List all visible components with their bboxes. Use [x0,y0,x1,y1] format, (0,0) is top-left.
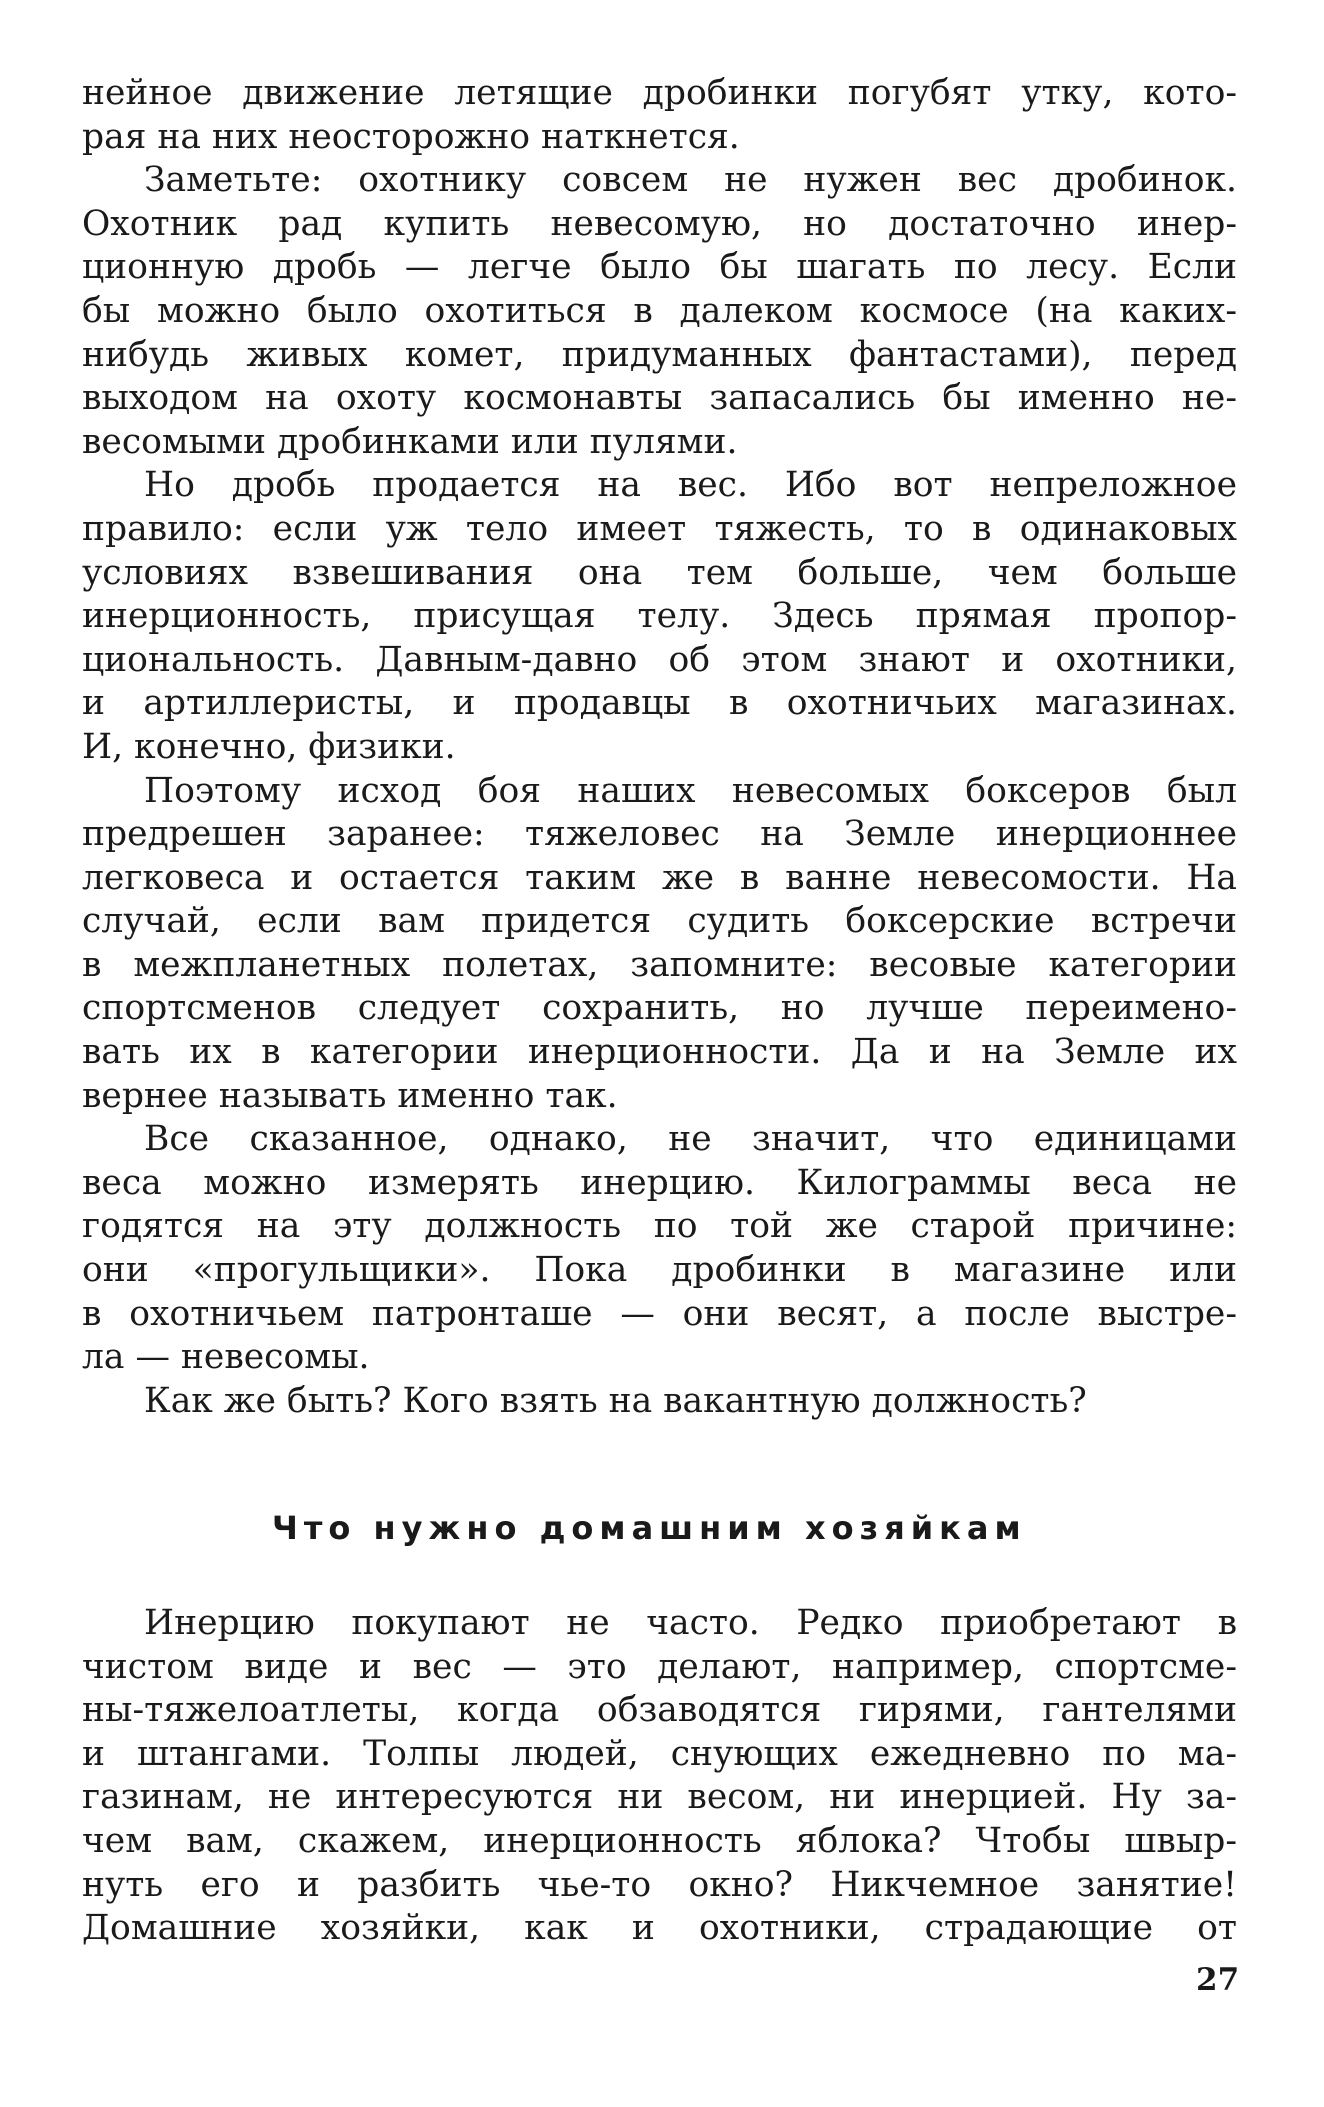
text-line: в охотничьем патронташе — они весят, а после выстре- [82,1293,1237,1334]
text-line: Поэтому исход боя наших невесомых боксеров был [144,770,1237,811]
text-line: нейное движение летящие дробинки погубят утку, кото- [82,73,1237,113]
section-heading: Что нужно домашним хозяйкам [272,1509,1027,1547]
paragraph-5 [82,1118,1237,1380]
text-line: Заметьте: охотнику совсем не нужен вес дробинок. [144,160,1237,201]
text-line: выходом на охоту космонавты запасались бы именно не- [82,378,1237,419]
text-line: и артиллеристы, и продавцы в охотничьих магазинах. [82,683,1237,724]
paragraph-7 [82,1602,1237,1951]
paragraph-4 [82,770,1237,1119]
text-line: они «прогульщики». Пока дробинки в магазине или [82,1250,1237,1291]
paragraph-1 [82,72,1237,159]
text-line: газинам, не интересуются ни весом, ни инерцией. Ну за- [82,1777,1237,1818]
page-body [82,72,1237,1423]
paragraph-6 [82,1380,1237,1424]
text-line: вернее называть именно так. [82,1075,618,1116]
text-line: циональность. Давным-давно об этом знают и охотники, [82,639,1237,680]
text-line: нуть его и разбить чье-то окно? Никчемное занятие! [82,1864,1237,1905]
text-line: И, конечно, физики. [82,726,456,767]
text-line: правило: если уж тело имеет тяжесть, то в одинаковых [82,508,1237,549]
paragraph-2 [82,159,1237,464]
text-line: Но дробь продается на вес. Ибо вот непреложное [144,465,1237,506]
text-line: инерционность, присущая телу. Здесь прямая пропор- [82,596,1237,637]
text-line: чем вам, скажем, инерционность яблока? Чтобы швыр- [82,1820,1237,1861]
section-body [82,1602,1237,1951]
text-line: Как же быть? Кого взять на вакантную должность? [144,1380,1087,1421]
text-line: нибудь живых комет, придуманных фантастами), перед [82,334,1237,375]
text-line: веса можно измерять инерцию. Килограммы веса не [82,1162,1237,1203]
paragraph-3 [82,464,1237,769]
text-line: легковеса и остается таким же в ванне невесомости. На [82,857,1237,898]
text-line: годятся на эту должность по той же старой причине: [82,1206,1237,1247]
text-line: спортсменов следует сохранить, но лучше переимено- [82,988,1237,1029]
text-line: ла — невесомы. [82,1337,370,1378]
text-line: ны-тяжелоатлеты, когда обзаводятся гирями, гантелями [82,1690,1237,1731]
text-line: рая на них неосторожно наткнется. [82,116,740,157]
text-line: случай, если вам придется судить боксерские встречи [82,901,1237,942]
text-line: Все сказанное, однако, не значит, что единицами [144,1119,1237,1160]
text-line: весомыми дробинками или пулями. [82,421,738,462]
text-line: Домашние хозяйки, как и охотники, страдающие от [82,1908,1237,1949]
text-line: ционную дробь — легче было бы шагать по лесу. Если [82,247,1237,288]
text-line: бы можно было охотиться в далеком космосе (на каких- [82,290,1237,331]
text-line: Инерцию покупают не часто. Редко приобретают в [144,1603,1237,1643]
text-line: предрешен заранее: тяжеловес на Земле инерционнее [82,814,1237,855]
text-line: и штангами. Толпы людей, снующих ежедневно по ма- [82,1733,1237,1774]
text-line: Охотник рад купить невесомую, но достаточно инер- [82,203,1237,244]
page-number: 27 [1196,1962,1240,1998]
text-line: вать их в категории инерционности. Да и на Земле их [82,1032,1237,1073]
text-line: условиях взвешивания она тем больше, чем больше [82,552,1237,593]
text-line: чистом виде и вес — это делают, например, спортсме- [82,1646,1237,1687]
text-line: в межпланетных полетах, запомните: весовые категории [82,944,1237,985]
